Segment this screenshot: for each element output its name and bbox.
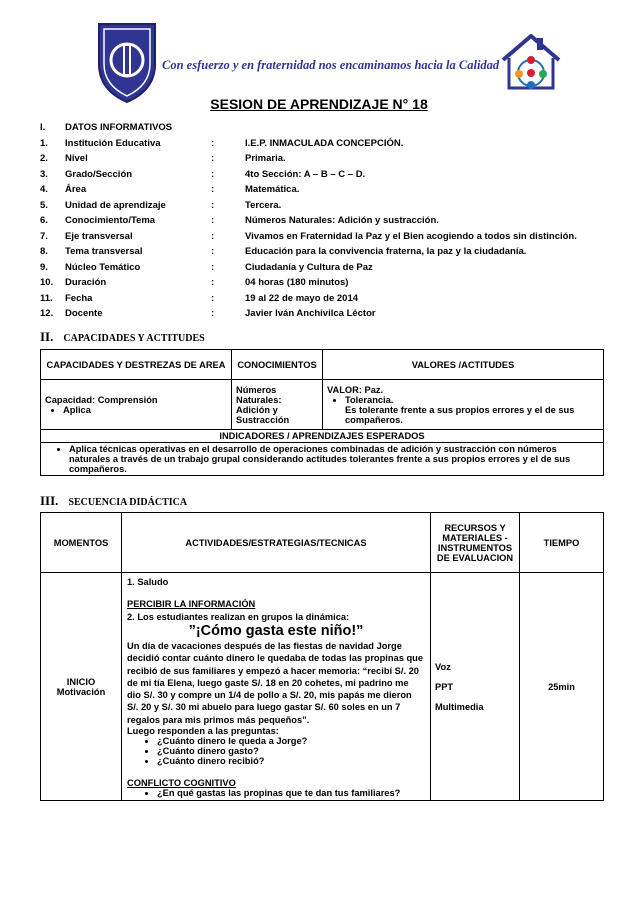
- info-number: 7.: [40, 230, 48, 242]
- seq-header-momentos: MOMENTOS: [41, 513, 122, 573]
- section1-numeral: I.: [40, 122, 46, 133]
- info-value: Educación para la convivencia fraterna, la paz y la ciudadanía.: [245, 246, 527, 257]
- info-label: Núcleo Temático: [65, 261, 141, 273]
- capacidad-bullet: • Aplica: [63, 405, 227, 415]
- dinamica-title: ”¡Cómo gasta este niño!”: [188, 623, 364, 639]
- info-value: Javier Iván Anchivilca Léctor: [245, 308, 376, 319]
- dinamica-text: 2. Los estudiantes realizan en grupos la dinámica:: [127, 612, 350, 622]
- info-value: 4to Sección: A – B – C – D.: [245, 168, 366, 180]
- info-number: 2.: [40, 153, 48, 164]
- recurso-multimedia: Multimedia: [435, 701, 484, 712]
- preguntas-intro: Luego responden a las preguntas:: [127, 726, 279, 737]
- page-title: SESION DE APRENDIZAJE N° 18: [210, 96, 428, 112]
- info-row: [40, 136, 600, 152]
- conflicto-question: • ¿En qué gastas las propinas que te dan tus familiares?: [157, 788, 425, 798]
- section2-numeral: II.: [40, 329, 54, 344]
- momento-cell: [41, 573, 122, 801]
- cap-header-valores: VALORES /ACTITUDES: [323, 350, 604, 380]
- momento-line-2: Motivación: [56, 686, 106, 697]
- indicador-cell: [41, 443, 604, 476]
- info-label: Unidad de aprendizaje: [65, 199, 166, 211]
- info-label: Institución Educativa: [65, 137, 161, 149]
- info-label: Nivel: [65, 153, 88, 164]
- actitud-detail: Es tolerante frente a sus propios errores y el de sus compañeros.: [345, 404, 575, 425]
- info-separator: :: [211, 137, 215, 149]
- info-label: Área: [65, 184, 87, 195]
- info-value: Primaria.: [245, 153, 286, 164]
- info-number: 4.: [40, 184, 48, 195]
- info-separator: :: [211, 246, 215, 257]
- conocimiento-line-1: Números Naturales:: [236, 384, 282, 405]
- info-row: [40, 151, 600, 167]
- valor-text: VALOR: Paz.: [327, 384, 384, 395]
- info-label: Conocimiento/Tema: [65, 215, 156, 226]
- info-row: [40, 260, 600, 276]
- info-separator: :: [211, 230, 215, 242]
- info-number: 10.: [40, 277, 54, 288]
- indicadores-header: INDICADORES / APRENDIZAJES ESPERADOS: [41, 430, 604, 443]
- info-number: 6.: [40, 215, 48, 226]
- momento-line-1: INICIO: [66, 676, 96, 687]
- info-label: Fecha: [65, 292, 93, 304]
- conocimientos-cell: [232, 380, 323, 430]
- info-value: Tercera.: [245, 199, 282, 211]
- datos-informativos: [40, 120, 600, 322]
- info-value: Ciudadanía y Cultura de Paz: [245, 261, 373, 273]
- info-label: Tema transversal: [65, 246, 143, 257]
- indicador-text: • Aplica técnicas operativas en el desarrollo de operaciones combinadas de adición y sustracción con números naturales a través de un trabajo grupal considerando actitudes tolerantes frente a sus propios errores y el de sus compañeros.: [69, 444, 599, 474]
- info-value: Números Naturales: Adición y sustracción.: [245, 215, 439, 226]
- info-row: [40, 244, 600, 260]
- cap-header-capacidades: CAPACIDADES Y DESTREZAS DE AREA: [41, 350, 232, 380]
- section1-heading: [40, 120, 600, 136]
- school-house-logo: [497, 28, 565, 96]
- conocimiento-line-2: Adición y Sustracción: [236, 404, 290, 425]
- seq-header-recursos: RECURSOS Y MATERIALES - INSTRUMENTOS DE EVALUACION: [431, 513, 520, 573]
- info-separator: :: [211, 277, 215, 288]
- capacidades-table: [40, 349, 604, 476]
- info-label: Docente: [65, 308, 103, 319]
- slogan: Con esfuerzo y en fraternidad nos encaminamos hacia la Calidad: [162, 58, 500, 72]
- recurso-ppt: PPT: [435, 681, 454, 692]
- info-label: Duración: [65, 277, 107, 288]
- actividades-cell: [122, 573, 431, 801]
- info-row: [40, 198, 600, 214]
- info-number: 11.: [40, 292, 53, 304]
- percibir-text: PERCIBIR LA INFORMACIÓN: [127, 599, 256, 609]
- info-separator: :: [211, 153, 215, 164]
- section3-numeral: III.: [40, 493, 59, 508]
- capacidad-cell: [41, 380, 232, 430]
- section3-title: SECUENCIA DIDÁCTICA: [68, 497, 188, 508]
- info-separator: :: [211, 215, 215, 226]
- section3-heading: [40, 493, 187, 509]
- pregunta-3: • ¿Cuánto dinero recibió?: [157, 756, 425, 766]
- school-crest-logo: [95, 20, 159, 106]
- actitud-text: Tolerancia.: [345, 394, 394, 405]
- info-separator: :: [211, 292, 215, 304]
- info-value: Vivamos en Fraternidad la Paz y el Bien acogiendo a todos sin distinción.: [245, 230, 577, 242]
- info-row: [40, 229, 600, 245]
- capacidad-text: Capacidad: Comprensión: [45, 394, 158, 405]
- info-label: Grado/Sección: [65, 168, 133, 180]
- info-number: 3.: [40, 168, 48, 180]
- recurso-voz: Voz: [435, 661, 451, 672]
- pregunta-2: • ¿Cuánto dinero gasto?: [157, 746, 425, 756]
- info-number: 8.: [40, 246, 48, 257]
- info-value: 04 horas (180 minutos): [245, 277, 349, 288]
- info-row: [40, 291, 600, 307]
- info-row: [40, 213, 600, 229]
- info-separator: :: [211, 199, 215, 211]
- info-row: [40, 275, 600, 291]
- info-row: [40, 182, 600, 198]
- info-value: Matemática.: [245, 184, 300, 195]
- saludo-text: 1. Saludo: [127, 577, 169, 587]
- tiempo-cell: 25min: [520, 573, 604, 801]
- secuencia-table: [40, 512, 604, 801]
- story-text: Un día de vacaciones después de las fiestas de navidad Jorge decidió contar cuánto dinero le quedaba de todas las propinas que recibió de sus familiares y empezó a hacer memoria: “recibí S/. 20 de mi tía Elena, luego gaste S/. 18 en 20 cohetes, mi padrino me dio S/. 30 y compre un 1/4 de pollo a S/. 20, mis papás me dieron S/. 20 y S/. 30 mi abuelo para luego gastar S/. 60 soles en un 7 regalos para mis primos más pequeños”.: [127, 641, 424, 725]
- info-row: [40, 167, 600, 183]
- info-separator: :: [211, 184, 215, 195]
- pregunta-1: • ¿Cuánto dinero le queda a Jorge?: [157, 736, 425, 746]
- seq-header-tiempo: TIEMPO: [520, 513, 604, 573]
- info-separator: :: [211, 308, 215, 319]
- conflicto-text: CONFLICTO COGNITIVO: [127, 778, 236, 789]
- info-separator: :: [211, 168, 215, 180]
- recursos-cell: [431, 573, 520, 801]
- info-value: I.E.P. INMACULADA CONCEPCIÓN.: [245, 137, 404, 149]
- section1-title: DATOS INFORMATIVOS: [65, 122, 173, 133]
- info-number: 1.: [40, 137, 48, 149]
- info-separator: :: [211, 261, 215, 273]
- section2-heading: [40, 329, 205, 345]
- valores-cell: [323, 380, 604, 430]
- info-number: 9.: [40, 261, 48, 273]
- section2-title: CAPACIDADES Y ACTITUDES: [63, 333, 205, 344]
- info-number: 5.: [40, 199, 48, 211]
- info-row: [40, 306, 600, 322]
- info-number: 12.: [40, 308, 54, 319]
- cap-header-conocimientos: CONOCIMIENTOS: [232, 350, 323, 380]
- info-value: 19 al 22 de mayo de 2014: [245, 292, 359, 304]
- info-label: Eje transversal: [65, 230, 133, 242]
- seq-header-actividades: ACTIVIDADES/ESTRATEGIAS/TECNICAS: [122, 513, 431, 573]
